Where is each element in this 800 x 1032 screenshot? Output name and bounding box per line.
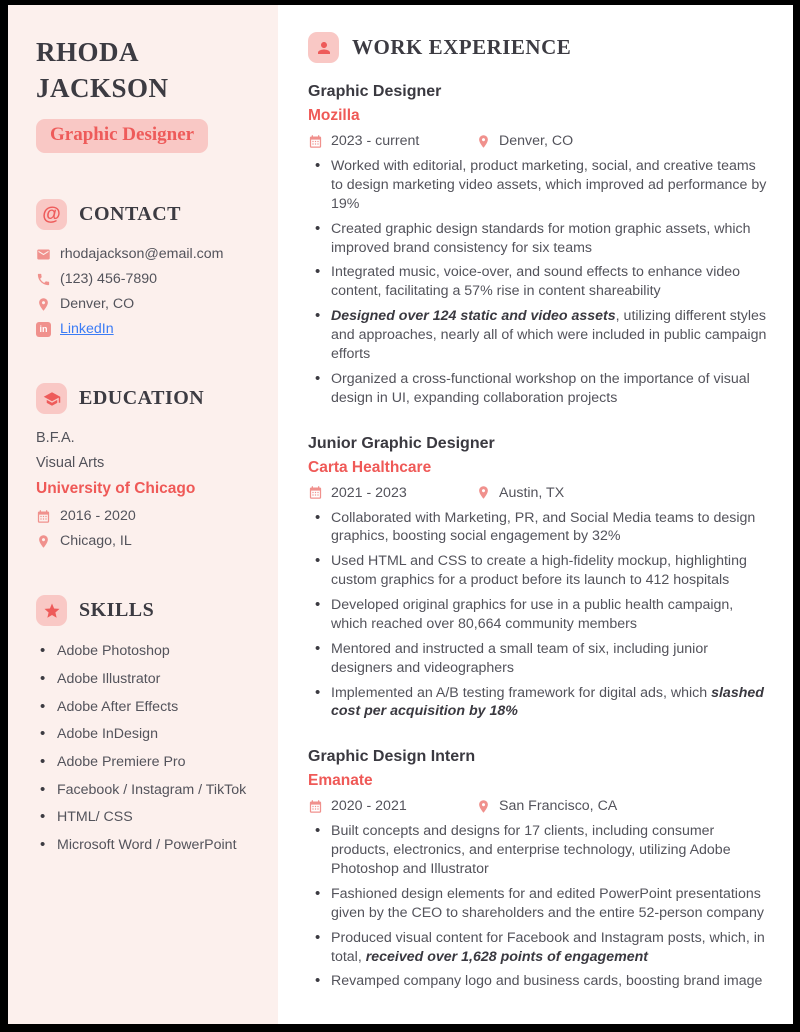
skills-list bbox=[36, 642, 254, 855]
person-icon bbox=[308, 32, 339, 63]
job-bullet: • Organized a cross-functional workshop on the importance of visual design in UI, expanding collaboration projects bbox=[308, 370, 769, 408]
skill-item: • Adobe Premiere Pro bbox=[36, 753, 254, 772]
job-location-label: Denver, CO bbox=[499, 133, 574, 149]
contact-link[interactable]: LinkedIn bbox=[60, 321, 114, 338]
contact-item-label: Denver, CO bbox=[60, 296, 135, 313]
education-section bbox=[36, 383, 254, 549]
job-bullet: • Worked with editorial, product marketing, social, and creative teams to design marketing video assets, which improved ad performance by 19% bbox=[308, 157, 769, 214]
contact-item bbox=[36, 296, 254, 312]
location-icon bbox=[36, 534, 51, 549]
job-location bbox=[476, 798, 617, 814]
job-bullets bbox=[308, 509, 769, 722]
phone-icon bbox=[36, 272, 51, 287]
contact-item-label: (123) 456-7890 bbox=[60, 271, 158, 288]
contact-heading-label: CONTACT bbox=[79, 203, 182, 226]
job-entry bbox=[308, 435, 769, 722]
job-dates-label: 2021 - 2023 bbox=[331, 484, 407, 501]
job-dates bbox=[308, 133, 476, 149]
location-icon bbox=[476, 485, 491, 500]
job-meta bbox=[308, 798, 769, 814]
envelope-icon bbox=[36, 247, 51, 262]
job-entry bbox=[308, 83, 769, 408]
contact-list bbox=[36, 246, 254, 337]
job-dates-label: 2023 - current bbox=[331, 133, 420, 149]
calendar-icon bbox=[308, 485, 323, 500]
education-dates-label: 2016 - 2020 bbox=[60, 508, 136, 525]
education-heading-label: EDUCATION bbox=[79, 387, 205, 410]
education-heading bbox=[36, 383, 254, 414]
education-school: University of Chicago bbox=[36, 480, 196, 498]
job-bullet: • Used HTML and CSS to create a high-fidelity mockup, highlighting custom graphics for a product before its launch to 412 hospitals bbox=[308, 552, 769, 590]
contact-item bbox=[36, 246, 254, 262]
location-icon bbox=[476, 134, 491, 149]
calendar-icon bbox=[308, 799, 323, 814]
location-icon bbox=[36, 297, 51, 312]
contact-item bbox=[36, 271, 254, 287]
job-meta bbox=[308, 485, 769, 501]
work-experience-heading bbox=[308, 32, 769, 63]
at-icon: @ bbox=[36, 199, 67, 230]
contact-heading bbox=[36, 199, 254, 230]
calendar-icon bbox=[308, 134, 323, 149]
job-bullet: • Implemented an A/B testing framework for digital ads, which slashed cost per acquisition by 18% bbox=[308, 684, 769, 722]
education-degree: B.F.A. bbox=[36, 430, 75, 447]
job-bullet: • Developed original graphics for use in a public health campaign, which reached over 80,664 community members bbox=[308, 596, 769, 634]
education-field: Visual Arts bbox=[36, 455, 105, 472]
job-dates bbox=[308, 485, 476, 501]
job-location-label: Austin, TX bbox=[499, 484, 565, 501]
work-experience-heading-label: WORK EXPERIENCE bbox=[352, 35, 572, 59]
location-icon bbox=[476, 799, 491, 814]
job-title: Graphic Design Intern bbox=[308, 748, 476, 766]
sidebar bbox=[8, 5, 278, 1024]
job-bullet: • Created graphic design standards for motion graphic assets, which improved brand consistency for six teams bbox=[308, 220, 769, 258]
job-bullets bbox=[308, 822, 769, 991]
job-location bbox=[476, 133, 573, 149]
job-location-label: San Francisco, CA bbox=[499, 798, 618, 815]
job-bullet: • Collaborated with Marketing, PR, and Social Media teams to design graphics, boosting social engagement by 32% bbox=[308, 509, 769, 547]
skills-section bbox=[36, 595, 254, 855]
contact-item-label: rhodajackson@email.com bbox=[60, 246, 224, 263]
job-company: Emanate bbox=[308, 772, 373, 790]
job-bullet: • Designed over 124 static and video assets, utilizing different styles and approaches, nearly all of which were included in public campaign efforts bbox=[308, 307, 769, 364]
work-experience-panel bbox=[278, 5, 793, 1024]
skills-heading bbox=[36, 595, 254, 626]
job-list bbox=[308, 83, 769, 991]
resume-page bbox=[8, 5, 793, 1024]
star-icon bbox=[36, 595, 67, 626]
job-title: Graphic Designer bbox=[308, 83, 442, 100]
skill-item: • HTML/ CSS bbox=[36, 808, 254, 827]
job-bullet: • Mentored and instructed a small team of six, including junior designers and videographers bbox=[308, 640, 769, 678]
job-meta bbox=[308, 133, 769, 149]
job-bullet: • Produced visual content for Facebook and Instagram posts, which, in total, received over 1,628 points of engagement bbox=[308, 929, 769, 967]
education-dates bbox=[36, 508, 254, 524]
job-company: Carta Healthcare bbox=[308, 458, 432, 476]
job-bullet: • Integrated music, voice-over, and sound effects to enhance video content, facilitating a 57% rise in content shareability bbox=[308, 263, 769, 301]
skills-heading-label: SKILLS bbox=[79, 599, 155, 622]
job-bullet: • Revamped company logo and business cards, boosting brand image bbox=[308, 972, 769, 991]
skill-item: • Adobe Illustrator bbox=[36, 670, 254, 689]
skill-item: • Adobe InDesign bbox=[36, 725, 254, 744]
graduation-cap-icon bbox=[36, 383, 67, 414]
job-entry bbox=[308, 748, 769, 991]
job-bullet: • Fashioned design elements for and edited PowerPoint presentations given by the CEO to shareholders and the entire 52-person company bbox=[308, 885, 769, 923]
job-location bbox=[476, 485, 564, 501]
skill-item: • Adobe After Effects bbox=[36, 698, 254, 717]
job-dates-label: 2020 - 2021 bbox=[331, 798, 407, 815]
linkedin-icon: in bbox=[36, 322, 51, 337]
education-location-label: Chicago, IL bbox=[60, 533, 132, 550]
skill-item: • Adobe Photoshop bbox=[36, 642, 254, 661]
job-bullet: • Built concepts and designs for 17 clients, including consumer products, electronics, and enterprise technology, utilizing Adobe Photoshop and Illustrator bbox=[308, 822, 769, 879]
skill-item: • Facebook / Instagram / TikTok bbox=[36, 781, 254, 800]
job-dates bbox=[308, 798, 476, 814]
job-title-badge: Graphic Designer bbox=[36, 119, 208, 153]
candidate-name: RHODA JACKSON bbox=[36, 37, 169, 103]
education-location bbox=[36, 533, 254, 549]
calendar-icon bbox=[36, 509, 51, 524]
contact-item bbox=[36, 321, 254, 337]
job-company: Mozilla bbox=[308, 107, 360, 124]
job-bullets bbox=[308, 157, 769, 408]
skill-item: • Microsoft Word / PowerPoint bbox=[36, 836, 254, 855]
job-title: Junior Graphic Designer bbox=[308, 434, 495, 452]
contact-section bbox=[36, 199, 254, 337]
